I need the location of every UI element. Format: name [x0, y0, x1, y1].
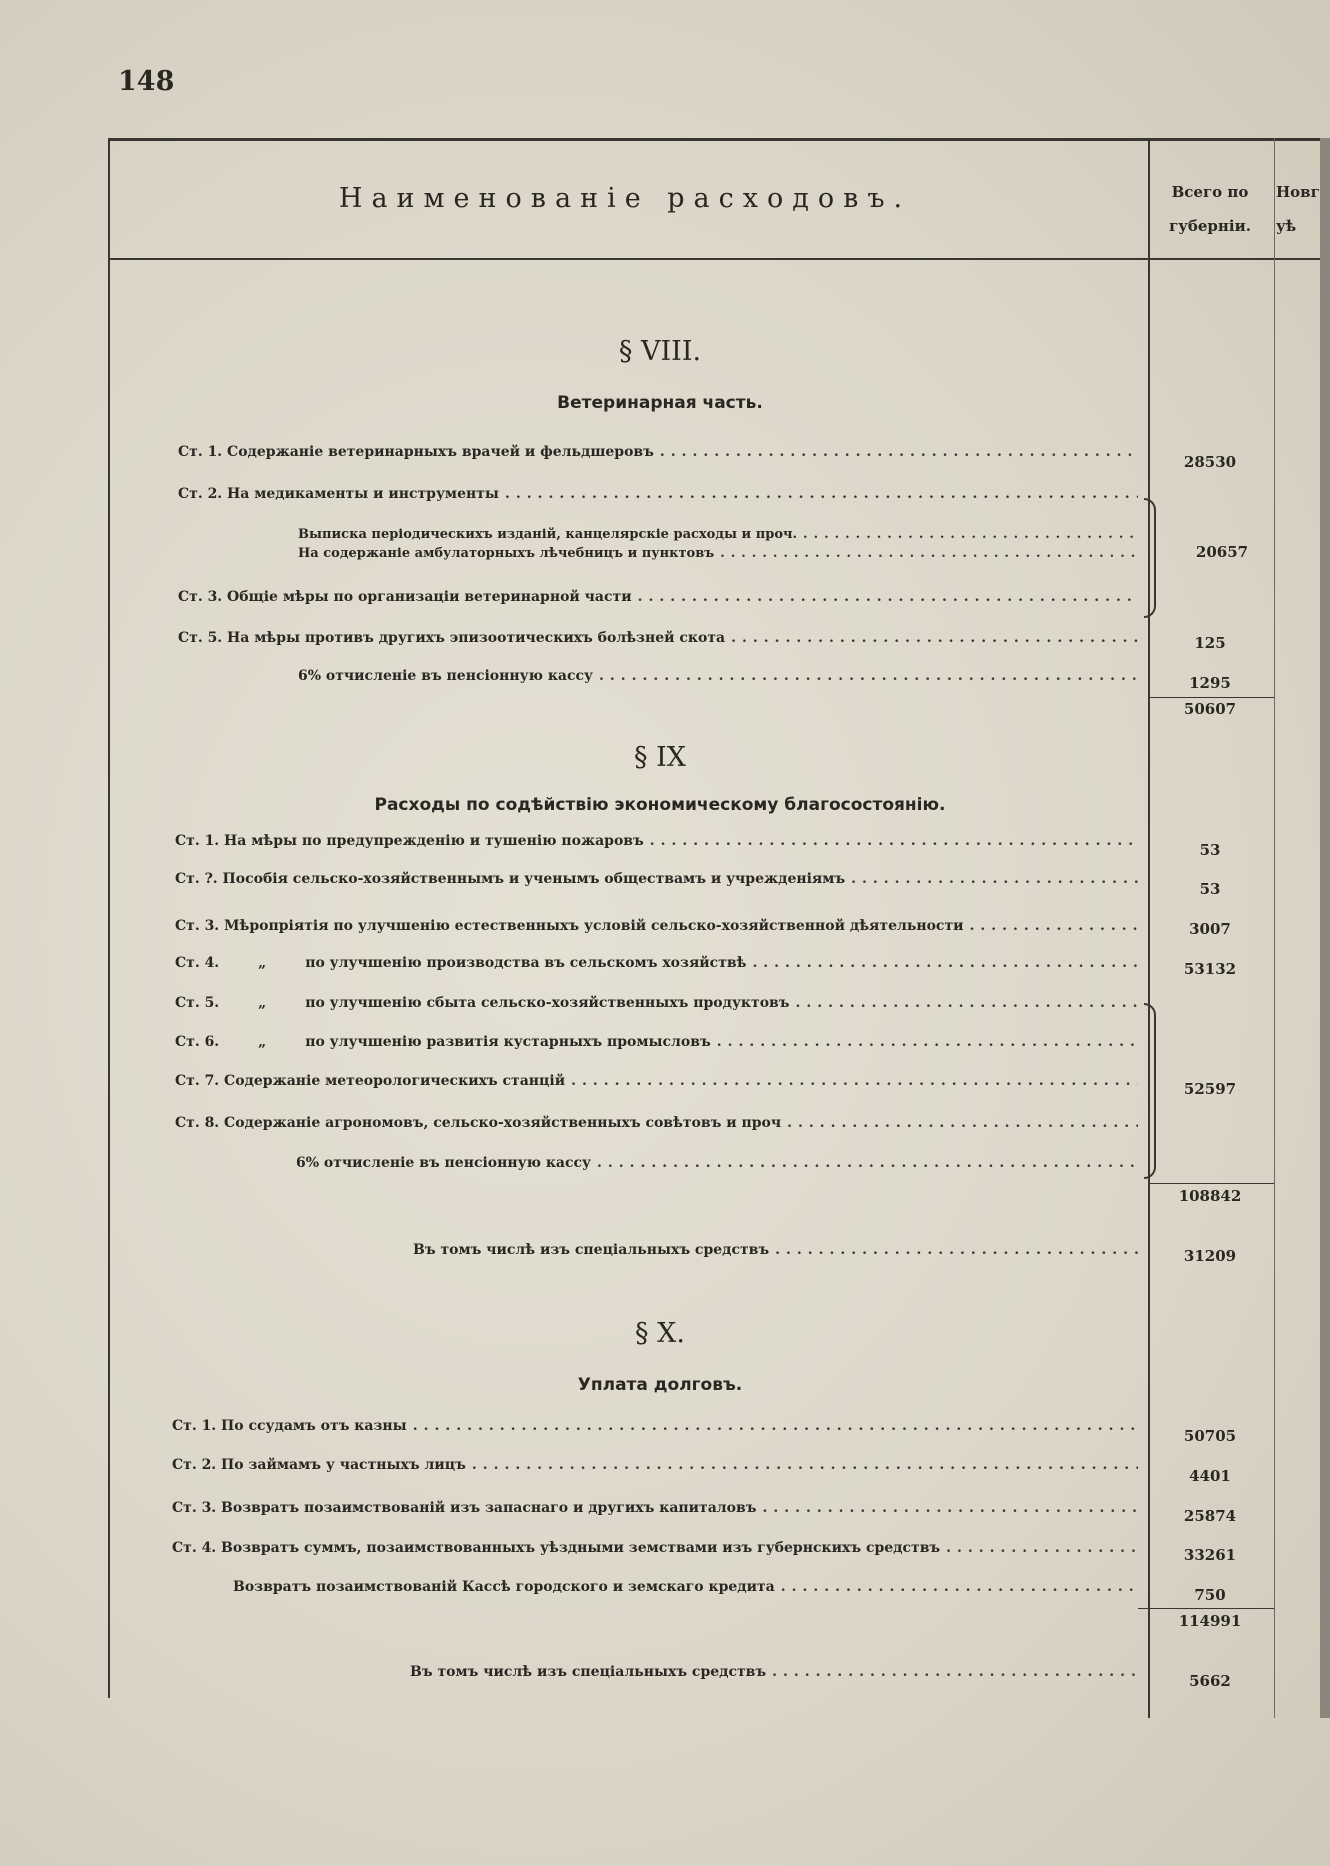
section-number: § X. — [635, 1318, 685, 1349]
column-header-next-line2: уѣ — [1276, 217, 1297, 235]
special-funds-value: 31209 — [1183, 1247, 1237, 1265]
group-value: 52597 — [1183, 1080, 1237, 1098]
total-rule — [1138, 1608, 1274, 1609]
table-row: Ст. 5. На мѣры противъ другихъ эпизоотическихъ болѣзней скота ..... — [178, 630, 1138, 646]
table-row: Ст. 3. Возвратъ позаимствованій изъ запаснаго и другихъ капиталовъ ..... — [172, 1500, 1138, 1516]
table-row: Ст. 1. На мѣры по предупрежденію и тушенію пожаровъ ..... — [175, 833, 1138, 849]
row-value: 750 — [1194, 1586, 1226, 1604]
total-rule — [1148, 697, 1274, 698]
table-left-rule — [108, 138, 110, 1698]
row-value: 3007 — [1189, 920, 1231, 938]
table-row: Ст. 5. „ по улучшенію сбыта сельско-хозяйственныхъ продуктовъ ..... — [175, 995, 1138, 1011]
row-value: 50705 — [1183, 1427, 1237, 1445]
section-total: 108842 — [1178, 1187, 1242, 1205]
table-top-rule — [108, 138, 1330, 141]
row-value: 1295 — [1189, 674, 1231, 692]
table-row: Ст. 1. По ссудамъ отъ казны ..... — [172, 1418, 1138, 1434]
table-row: Ст. 7. Содержаніе метеорологическихъ станцій ..... — [175, 1073, 1138, 1089]
row-value: 25874 — [1183, 1507, 1237, 1525]
group-brace — [1144, 1003, 1156, 1179]
row-value: 53 — [1199, 841, 1221, 859]
row-value: 53132 — [1183, 960, 1237, 978]
section-number: § VIII. — [618, 336, 702, 367]
table-row: Возвратъ позаимствованій Кассѣ городского и земскаго кредита ..... — [233, 1579, 1138, 1595]
section-number: § IX — [634, 742, 686, 773]
table-row: На содержаніе амбулаторныхъ лѣчебницъ и пунктовъ ..... — [298, 546, 1138, 561]
section-title: Расходы по содѣйствію экономическому благосостоянію. — [374, 795, 946, 815]
column-header-total — [1150, 175, 1270, 243]
total-rule — [1148, 1183, 1274, 1184]
table-row: 6% отчисленіе въ пенсіонную кассу ..... — [298, 668, 1138, 684]
header-bottom-rule — [108, 258, 1330, 260]
column-header-next-line1: Новг — [1276, 183, 1320, 201]
table-row: Въ томъ числѣ изъ спеціальныхъ средствъ ..... — [410, 1664, 1138, 1680]
table-row: Ст. 8. Содержаніе агрономовъ, сельско-хозяйственныхъ совѣтовъ и проч ..... — [175, 1115, 1138, 1131]
table-row: Ст. ?. Пособія сельско-хозяйственнымъ и ученымъ обществамъ и учрежденіямъ ..... — [175, 871, 1138, 887]
table-row: Ст. 4. „ по улучшенію производства въ сельскомъ хозяйствѣ ..... — [175, 955, 1138, 971]
column-divider-next — [1274, 138, 1275, 1718]
table-row: Ст. 3. Мѣропріятія по улучшенію естественныхъ условій сельско-хозяйственной дѣятельности ..... — [175, 918, 1138, 934]
row-value: 33261 — [1183, 1546, 1237, 1564]
row-value: 125 — [1194, 634, 1226, 652]
page-number: 148 — [118, 66, 175, 97]
column-header-total-line2: губерніи. — [1169, 217, 1251, 235]
column-divider-total — [1148, 138, 1150, 1718]
table-row: Ст. 3. Общіе мѣры по организаціи ветеринарной части ..... — [178, 589, 1138, 605]
table-row: Выписка періодическихъ изданій, канцелярскіе расходы и проч. ..... — [298, 527, 1138, 542]
page-edge — [1320, 138, 1330, 1718]
table-row: Ст. 1. Содержаніе ветеринарныхъ врачей и фельдшеровъ ..... — [178, 444, 1138, 460]
row-value: 4401 — [1189, 1467, 1231, 1485]
table-row: Ст. 2. На медикаменты и инструменты ..... — [178, 486, 1138, 502]
table-row: Въ томъ числѣ изъ спеціальныхъ средствъ ..... — [413, 1242, 1138, 1258]
special-funds-value: 5662 — [1189, 1672, 1231, 1690]
column-header-next — [1276, 175, 1330, 243]
row-value: 28530 — [1183, 453, 1237, 471]
group-brace — [1144, 498, 1156, 618]
group-value: 20657 — [1195, 543, 1249, 561]
section-title: Уплата долговъ. — [577, 1375, 743, 1395]
table-row: Ст. 6. „ по улучшенію развитія кустарныхъ промысловъ ..... — [175, 1034, 1138, 1050]
column-header-total-line1: Всего по — [1171, 183, 1249, 201]
section-total: 50607 — [1183, 700, 1237, 718]
header-title: Наименованіе расходовъ. — [338, 183, 912, 214]
row-value: 53 — [1199, 880, 1221, 898]
section-total: 114991 — [1178, 1612, 1242, 1630]
section-title: Ветеринарная часть. — [557, 393, 763, 413]
table-row: 6% отчисленіе въ пенсіонную кассу ..... — [296, 1155, 1138, 1171]
table-row: Ст. 2. По займамъ у частныхъ лицъ ..... — [172, 1457, 1138, 1473]
table-row: Ст. 4. Возвратъ суммъ, позаимствованныхъ уѣздными земствами изъ губернскихъ средствъ ..... — [172, 1540, 1138, 1556]
